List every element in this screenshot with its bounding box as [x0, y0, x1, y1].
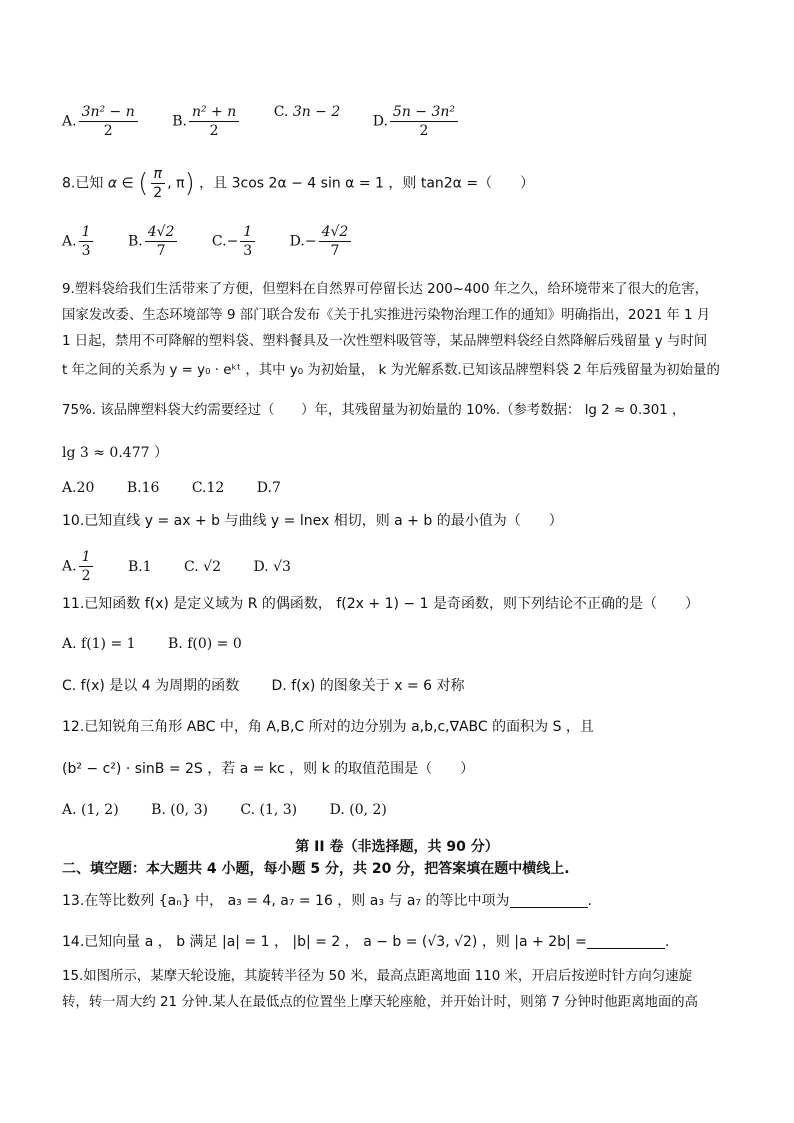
- section-title: 第 II 卷（非选择题，共 90 分）: [295, 839, 499, 855]
- q14-answer-blank[interactable]: [587, 936, 665, 949]
- q9-line-4: t 年之间的关系为 y = y₀ · eᵏᵗ ，其中 y₀ 为初始量， k 为光解系数.已知该品牌塑料袋 2 年后残留量为初始量的: [62, 363, 720, 378]
- q11-options-ab: [62, 637, 270, 651]
- q12-line-1: 12.已知锐角三角形 ABC 中，角 A,B,C 所对的边分别为 a,b,c,∇ABC 的面积为 S ，且: [62, 719, 594, 735]
- q11-option-d: D. f(x) 的图象关于 x = 6 对称: [271, 678, 465, 694]
- q7-option-d: D. $\frac{\text{5n − 3n²}}{2}$: [373, 104, 460, 139]
- q9-line-1: 9.塑料袋给我们生活带来了方便，但塑料在自然界可停留长达 200~400 年之久，给环境带来了很大的危害，: [62, 282, 709, 297]
- q9-option-a: A.20: [62, 480, 95, 496]
- q11-options-cd: [62, 679, 493, 693]
- q12-option-d: D. (0, 2): [329, 802, 387, 818]
- q15-line-1: 15.如图所示，某摩天轮设施，其旋转半径为 50 米，最高点距离地面 110 米，开启后按逆时针方向匀速旋: [62, 969, 692, 984]
- q11-option-b: B. f(0) = 0: [168, 636, 242, 652]
- section-subtitle: 二、填空题：本大题共 4 小题，每小题 5 分，共 20 分，把答案填在题中横线上.: [62, 861, 570, 877]
- q12-line-2: (b² − c²) · sinB = 2S ，若 a = kc ，则 k 的取值范围是（ ）: [62, 761, 475, 777]
- q9-option-c: C.12: [191, 480, 225, 496]
- q9-line-3: 1 日起，禁用不可降解的塑料袋、塑料餐具及一次性塑料吸管等，某品牌塑料袋经自然降解后残留量 y 与时间: [62, 334, 708, 349]
- q10-option-c: C. √2: [184, 558, 221, 575]
- q12-option-c: C. (1, 3): [240, 802, 298, 818]
- q7-options: [62, 104, 488, 139]
- q7-option-b: B. $\frac{\text{n² + n}}{2}$: [172, 104, 241, 139]
- q8-option-b: B. $\frac{4√2}{7}$: [128, 224, 180, 259]
- q10-option-b: B.1: [127, 558, 152, 575]
- q12-option-b: B. (0, 3): [151, 802, 208, 818]
- q8-options: [62, 224, 381, 259]
- q8-stem: 8.已知 α ∈ ( $\frac{\pi}{2}$ , π) ，且 3cos 2α − 4 sin α = 1 ，则 tan2α =（ ）: [62, 166, 535, 202]
- q11-option-c: C. f(x) 是以 4 为周期的函数: [62, 678, 240, 694]
- q12-option-a: A. (1, 2): [62, 802, 119, 818]
- q8-option-d: D.− $\frac{4√2}{7}$: [290, 224, 354, 259]
- q9-line-2: 国家发改委、生态环境部等 9 部门联合发布《关于扎实推进污染物治理工作的通知》明确指出，2021 年 1 月: [62, 308, 711, 323]
- q14-stem: 14.已知向量 a ， b 满足 |a| = 1 ， |b| = 2 ， a − b = (√3, √2) ，则 |a + 2b| = .: [62, 934, 670, 950]
- q13-answer-blank[interactable]: [510, 895, 588, 908]
- q11-stem: 11.已知函数 f(x) 是定义域为 R 的偶函数， f(2x + 1) − 1 是奇函数，则下列结论不正确的是（ ）: [62, 596, 699, 612]
- q10-option-a: A. $\frac{1}{2}$: [62, 549, 95, 584]
- q9-options: [62, 481, 309, 495]
- q7-option-a: A. $\frac{\text{3n² − n}}{2}$: [62, 104, 140, 139]
- q10-stem: 10.已知直线 y = ax + b 与曲线 y = lnex 相切，则 a + b 的最小值为（ ）: [62, 513, 563, 529]
- q12-options: [62, 803, 415, 817]
- q13-stem: 13.在等比数列 {aₙ} 中， a₃ = 4, a₇ = 16 ，则 a₃ 与 a₇ 的等比中项为 .: [62, 893, 592, 909]
- q9-line-6: lg 3 ≈ 0.477 ）: [62, 445, 168, 461]
- q9-option-b: B.16: [126, 480, 160, 496]
- q11-option-a: A. f(1) = 1: [62, 636, 136, 652]
- q9-option-d: D.7: [256, 480, 281, 496]
- q7-option-c: C. 3n − 2: [273, 103, 341, 120]
- q10-options: [62, 549, 319, 584]
- q8-option-a: A. $\frac{1}{3}$: [62, 224, 95, 259]
- q8-option-c: C.− $\frac{1}{3}$: [212, 224, 257, 259]
- q10-option-d: D. √3: [253, 558, 291, 575]
- q15-line-2: 转，转一周大约 21 分钟.某人在最低点的位置坐上摩天轮座舱，并开始计时，则第 7 分钟时他距离地面的高: [62, 995, 699, 1010]
- q9-line-5: 75%. 该品牌塑料袋大约需要经过（ ）年，其残留量为初始量的 10%.（参考数据： lg 2 ≈ 0.301 ，: [62, 403, 686, 418]
